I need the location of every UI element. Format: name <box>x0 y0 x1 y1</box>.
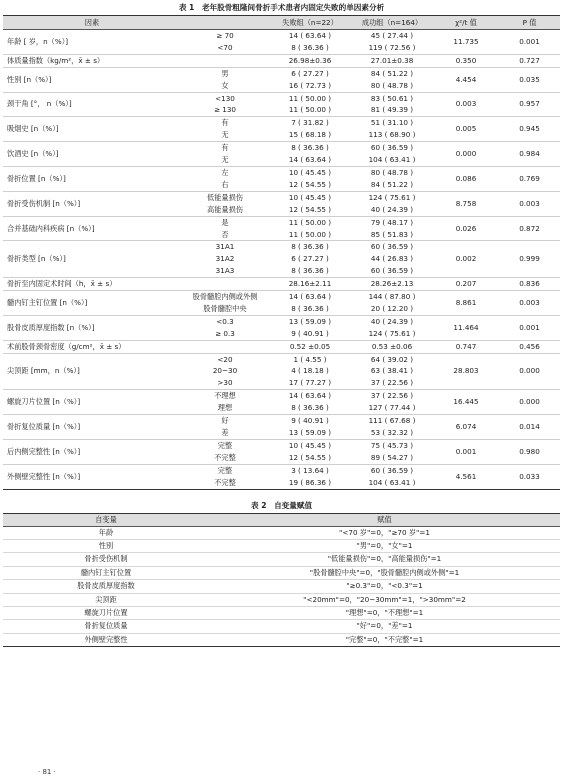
assignment-cell: "完整"=0，"不完整"=1 <box>209 633 560 646</box>
success-cell: 81 ( 49.39 ) <box>370 105 414 115</box>
table-row <box>3 315 560 327</box>
fail-cell: 10 ( 45.45 ) <box>269 166 351 178</box>
factor-cell: 颈干角 [°， n（%）] <box>3 92 181 117</box>
table1 <box>3 15 560 490</box>
factor-cell: 骨折受伤机制 [n（%）] <box>3 191 181 216</box>
fail-cell: 8 ( 36.36 ) <box>291 303 329 313</box>
p-value-cell: 0.727 <box>499 54 560 67</box>
table-row <box>3 593 560 606</box>
document-page <box>3 0 560 647</box>
stat-cell: 0.350 <box>433 54 499 67</box>
variable-cell: 性别 <box>3 539 209 552</box>
level-cell: 差 <box>221 428 229 437</box>
table2-caption: 表 2 自变量赋值 <box>250 500 313 510</box>
success-cell: 63 ( 38.41 ) <box>370 366 414 376</box>
level-cell <box>181 54 269 67</box>
table-row <box>3 142 560 154</box>
fail-cell: 19 ( 86.36 ) <box>288 477 332 487</box>
assignment-cell: "≥0.3"=0，"<0.3"=1 <box>209 580 560 593</box>
success-cell: 37 ( 22.56 ) <box>351 390 433 402</box>
success-cell: 85 ( 51.83 ) <box>370 229 414 239</box>
level-cell: ≥ 70 <box>181 30 269 42</box>
level-cell: 不完整 <box>214 477 236 487</box>
fail-cell: 4 ( 18.18 ) <box>291 366 329 376</box>
table-row <box>3 526 560 539</box>
level-cell <box>181 278 269 291</box>
fail-cell: 13 ( 59.09 ) <box>288 428 332 437</box>
factor-cell: 髓内钉主钉位置 [n（%）] <box>3 291 181 316</box>
fail-cell: 12 ( 54.55 ) <box>288 452 332 462</box>
p-value-cell: 0.769 <box>499 166 560 191</box>
header-cell: P 值 <box>499 16 560 30</box>
fail-cell: 0.52 ±0.05 <box>269 340 351 353</box>
stat-cell: 0.002 <box>433 241 499 278</box>
factor-cell: 螺旋刀片位置 [n（%）] <box>3 390 181 415</box>
p-value-cell: 0.957 <box>499 92 560 117</box>
table-row <box>3 241 560 253</box>
success-cell: 111 ( 67.68 ) <box>351 415 433 427</box>
factor-cell: 骨折类型 [n（%）] <box>3 241 181 278</box>
table-row <box>3 278 560 291</box>
fail-cell: 11 ( 50.00 ) <box>288 105 332 115</box>
p-value-cell: 0.014 <box>499 415 560 440</box>
fail-cell: 12 ( 54.55 ) <box>288 179 332 189</box>
fail-cell: 6 ( 27.27 ) <box>269 67 351 79</box>
header-cell <box>181 16 269 30</box>
success-cell: 83 ( 50.61 ) <box>351 92 433 104</box>
p-value-cell: 0.000 <box>499 353 560 390</box>
success-cell: 84 ( 51.22 ) <box>370 179 414 189</box>
stat-cell: 0.207 <box>433 278 499 291</box>
assignment-cell: "股骨髓腔中央"=0，"股骨髓腔内侧或外侧"=1 <box>209 566 560 579</box>
fail-cell: 7 ( 31.82 ) <box>269 117 351 129</box>
table-row <box>3 340 560 353</box>
factor-cell: 年龄 [ 岁，n（%）] <box>3 30 181 55</box>
level-cell: 股骨髓腔中央 <box>203 303 247 313</box>
factor-cell: 性别 [n（%）] <box>3 67 181 92</box>
level-cell: >30 <box>217 378 233 388</box>
fail-cell: 14 ( 63.64 ) <box>288 155 332 165</box>
fail-cell: 9 ( 40.91 ) <box>291 328 329 338</box>
fail-cell: 1 ( 4.55 ) <box>269 353 351 365</box>
level-cell: 左 <box>181 166 269 178</box>
table-row <box>3 439 560 451</box>
fail-cell: 17 ( 77.27 ) <box>288 378 332 388</box>
p-value-cell: 0.872 <box>499 216 560 241</box>
stat-cell: 11.735 <box>433 30 499 55</box>
fail-cell: 3 ( 13.64 ) <box>269 464 351 476</box>
variable-cell: 骨折受伤机制 <box>3 553 209 566</box>
level-cell: 不完整 <box>214 452 236 462</box>
table-row <box>3 620 560 633</box>
table-row <box>3 580 560 593</box>
table-row <box>3 191 560 203</box>
stat-cell: 0.000 <box>433 142 499 167</box>
header-cell: 赋值 <box>209 513 560 526</box>
fail-cell: 8 ( 36.36 ) <box>291 403 329 413</box>
fail-cell: 8 ( 36.36 ) <box>269 241 351 253</box>
table-row <box>3 117 560 129</box>
table-row <box>3 291 560 303</box>
table-row <box>3 566 560 579</box>
success-cell: 124 ( 75.61 ) <box>368 328 416 338</box>
level-cell: 完整 <box>181 464 269 476</box>
factor-cell: 骨折复位质量 [n（%）] <box>3 415 181 440</box>
stat-cell: 8.861 <box>433 291 499 316</box>
p-value-cell: 0.003 <box>499 291 560 316</box>
success-cell: 119 ( 72.56 ) <box>368 42 416 52</box>
stat-cell: 11.464 <box>433 315 499 340</box>
p-value-cell: 0.999 <box>499 241 560 278</box>
level-cell: 有 <box>181 142 269 154</box>
table-row <box>3 415 560 427</box>
factor-cell: 合并基础内科疾病 [n（%）] <box>3 216 181 241</box>
factor-cell: 后内侧完整性 [n（%）] <box>3 439 181 464</box>
variable-cell: 骨折复位质量 <box>3 620 209 633</box>
level-cell: 右 <box>221 179 229 189</box>
table2-header-row <box>3 513 560 526</box>
header-cell: 因素 <box>3 16 181 30</box>
level-cell: <0.3 <box>181 315 269 327</box>
level-cell: <70 <box>217 42 233 52</box>
success-cell: 20 ( 12.20 ) <box>370 303 414 313</box>
factor-cell: 饮酒史 [n（%）] <box>3 142 181 167</box>
assignment-cell: "理想"=0，"不理想"=1 <box>209 606 560 619</box>
level-cell: 无 <box>221 130 229 140</box>
stat-cell: 0.005 <box>433 117 499 142</box>
success-cell: 45 ( 27.44 ) <box>351 30 433 42</box>
success-cell: 84 ( 51.22 ) <box>351 67 433 79</box>
fail-cell: 11 ( 50.00 ) <box>288 229 332 239</box>
stat-cell: 8.758 <box>433 191 499 216</box>
level-cell: 有 <box>181 117 269 129</box>
factor-cell: 股骨皮质厚度指数 [n（%）] <box>3 315 181 340</box>
p-value-cell: 0.984 <box>499 142 560 167</box>
stat-cell: 0.086 <box>433 166 499 191</box>
stat-cell: 0.001 <box>433 439 499 464</box>
stat-cell: 4.454 <box>433 67 499 92</box>
level-cell: 31A2 <box>215 254 235 264</box>
level-cell: 好 <box>181 415 269 427</box>
table-row <box>3 216 560 228</box>
level-cell: ≥ 0.3 <box>215 328 235 338</box>
p-value-cell: 0.003 <box>499 191 560 216</box>
fail-cell: 14 ( 63.64 ) <box>269 390 351 402</box>
fail-cell: 9 ( 40.91 ) <box>269 415 351 427</box>
stat-cell: 0.747 <box>433 340 499 353</box>
p-value-cell: 0.836 <box>499 278 560 291</box>
p-value-cell: 0.035 <box>499 67 560 92</box>
stat-cell: 4.561 <box>433 464 499 489</box>
table1-caption: 表 1 老年股骨粗隆间骨折手术患者内固定失败的单因素分析 <box>178 3 385 12</box>
success-cell: 40 ( 24.39 ) <box>370 204 414 214</box>
success-cell: 104 ( 63.41 ) <box>368 155 416 165</box>
success-cell: 60 ( 36.59 ) <box>351 142 433 154</box>
fail-cell: 10 ( 45.45 ) <box>269 439 351 451</box>
fail-cell: 12 ( 54.55 ) <box>288 204 332 214</box>
stat-cell: 6.074 <box>433 415 499 440</box>
success-cell: 40 ( 24.39 ) <box>351 315 433 327</box>
level-cell: <20 <box>181 353 269 365</box>
success-cell: 28.26±2.13 <box>351 278 433 291</box>
success-cell: 44 ( 26.83 ) <box>370 254 414 264</box>
p-value-cell: 0.000 <box>499 390 560 415</box>
factor-cell: 外侧壁完整性 [n（%）] <box>3 464 181 489</box>
table-row <box>3 67 560 79</box>
level-cell: 高能量损伤 <box>207 204 243 214</box>
level-cell: 女 <box>221 80 229 90</box>
success-cell: 51 ( 31.10 ) <box>351 117 433 129</box>
fail-cell: 14 ( 63.64 ) <box>269 30 351 42</box>
table-row <box>3 353 560 365</box>
variable-cell: 年龄 <box>3 526 209 539</box>
table-row <box>3 54 560 67</box>
factor-cell: 吸烟史 [n（%）] <box>3 117 181 142</box>
level-cell: 20~30 <box>212 366 238 376</box>
fail-cell: 15 ( 68.18 ) <box>288 130 332 140</box>
success-cell: 89 ( 54.27 ) <box>370 452 414 462</box>
p-value-cell: 0.456 <box>499 340 560 353</box>
success-cell: 113 ( 68.90 ) <box>368 130 416 140</box>
fail-cell: 13 ( 59.09 ) <box>269 315 351 327</box>
level-cell: 是 <box>181 216 269 228</box>
page-number: · 81 · <box>38 768 56 776</box>
variable-cell: 尖顶距 <box>3 593 209 606</box>
header-cell: 成功组（n=164） <box>351 16 433 30</box>
level-cell: 男 <box>181 67 269 79</box>
level-cell: ≥ 130 <box>213 105 237 115</box>
stat-cell: 28.803 <box>433 353 499 390</box>
p-value-cell: 0.945 <box>499 117 560 142</box>
level-cell: 不理想 <box>181 390 269 402</box>
success-cell: 75 ( 45.73 ) <box>351 439 433 451</box>
table-row <box>3 92 560 104</box>
success-cell: 60 ( 36.59 ) <box>370 266 414 276</box>
stat-cell: 0.026 <box>433 216 499 241</box>
stat-cell: 0.003 <box>433 92 499 117</box>
stat-cell: 16.445 <box>433 390 499 415</box>
p-value-cell: 0.001 <box>499 315 560 340</box>
level-cell <box>181 340 269 353</box>
p-value-cell: 0.001 <box>499 30 560 55</box>
level-cell: 否 <box>221 229 229 239</box>
table-row <box>3 633 560 646</box>
header-cell: 自变量 <box>3 513 209 526</box>
level-cell: 31A3 <box>215 266 235 276</box>
variable-cell: 髓内钉主钉位置 <box>3 566 209 579</box>
success-cell: 104 ( 63.41 ) <box>368 477 416 487</box>
level-cell: 低能量损伤 <box>181 191 269 203</box>
fail-cell: 14 ( 63.64 ) <box>269 291 351 303</box>
table1-header-row <box>3 16 560 30</box>
fail-cell: 16 ( 72.73 ) <box>288 80 332 90</box>
variable-cell: 外侧壁完整性 <box>3 633 209 646</box>
success-cell: 37 ( 22.56 ) <box>370 378 414 388</box>
level-cell: 理想 <box>217 403 233 413</box>
assignment-cell: "好"=0，"差"=1 <box>209 620 560 633</box>
success-cell: 144 ( 87.80 ) <box>351 291 433 303</box>
level-cell: 无 <box>221 155 229 165</box>
fail-cell: 28.16±2.11 <box>269 278 351 291</box>
factor-cell: 尖顶距 [mm，n（%）] <box>3 353 181 390</box>
fail-cell: 11 ( 50.00 ) <box>269 92 351 104</box>
header-cell: χ²/t 值 <box>433 16 499 30</box>
level-cell: 完整 <box>181 439 269 451</box>
success-cell: 53 ( 32.32 ) <box>370 428 414 437</box>
fail-cell: 6 ( 27.27 ) <box>291 254 329 264</box>
variable-cell: 股骨皮质厚度指数 <box>3 580 209 593</box>
assignment-cell: "低能量损伤"=0，"高能量损伤"=1 <box>209 553 560 566</box>
success-cell: 80 ( 48.78 ) <box>351 166 433 178</box>
success-cell: 27.01±0.38 <box>351 54 433 67</box>
factor-cell: 骨折至内固定术时间（h，x̄ ± s） <box>3 278 181 291</box>
assignment-cell: "<20mm"=0，"20~30mm"=1，">30mm"=2 <box>209 593 560 606</box>
success-cell: 80 ( 48.78 ) <box>370 80 414 90</box>
factor-cell: 术前股骨颈骨密度（g/cm²，x̄ ± s） <box>3 340 181 353</box>
assignment-cell: "<70 岁"=0，"≥70 岁"=1 <box>209 526 560 539</box>
p-value-cell: 0.033 <box>499 464 560 489</box>
table-row <box>3 553 560 566</box>
fail-cell: 8 ( 36.36 ) <box>291 42 329 52</box>
table-row <box>3 390 560 402</box>
factor-cell: 体质量指数（kg/m²，x̄ ± s） <box>3 54 181 67</box>
fail-cell: 11 ( 50.00 ) <box>269 216 351 228</box>
success-cell: 79 ( 48.17 ) <box>351 216 433 228</box>
fail-cell: 8 ( 36.36 ) <box>269 142 351 154</box>
level-cell: 31A1 <box>181 241 269 253</box>
header-cell: 失败组（n=22） <box>269 16 351 30</box>
p-value-cell: 0.980 <box>499 439 560 464</box>
success-cell: 64 ( 39.02 ) <box>351 353 433 365</box>
table-row <box>3 539 560 552</box>
fail-cell: 8 ( 36.36 ) <box>291 266 329 276</box>
table-row <box>3 166 560 178</box>
level-cell: <130 <box>181 92 269 104</box>
table-row <box>3 464 560 476</box>
table-row <box>3 30 560 42</box>
success-cell: 127 ( 77.44 ) <box>368 403 416 413</box>
assignment-cell: "男"=0，"女"=1 <box>209 539 560 552</box>
table2 <box>3 513 560 648</box>
level-cell: 股骨髓腔内侧或外侧 <box>181 291 269 303</box>
variable-cell: 螺旋刀片位置 <box>3 606 209 619</box>
success-cell: 0.53 ±0.06 <box>351 340 433 353</box>
success-cell: 60 ( 36.59 ) <box>351 241 433 253</box>
table-row <box>3 606 560 619</box>
factor-cell: 骨折位置 [n（%）] <box>3 166 181 191</box>
success-cell: 60 ( 36.59 ) <box>351 464 433 476</box>
fail-cell: 10 ( 45.45 ) <box>269 191 351 203</box>
success-cell: 124 ( 75.61 ) <box>351 191 433 203</box>
fail-cell: 26.98±0.36 <box>269 54 351 67</box>
